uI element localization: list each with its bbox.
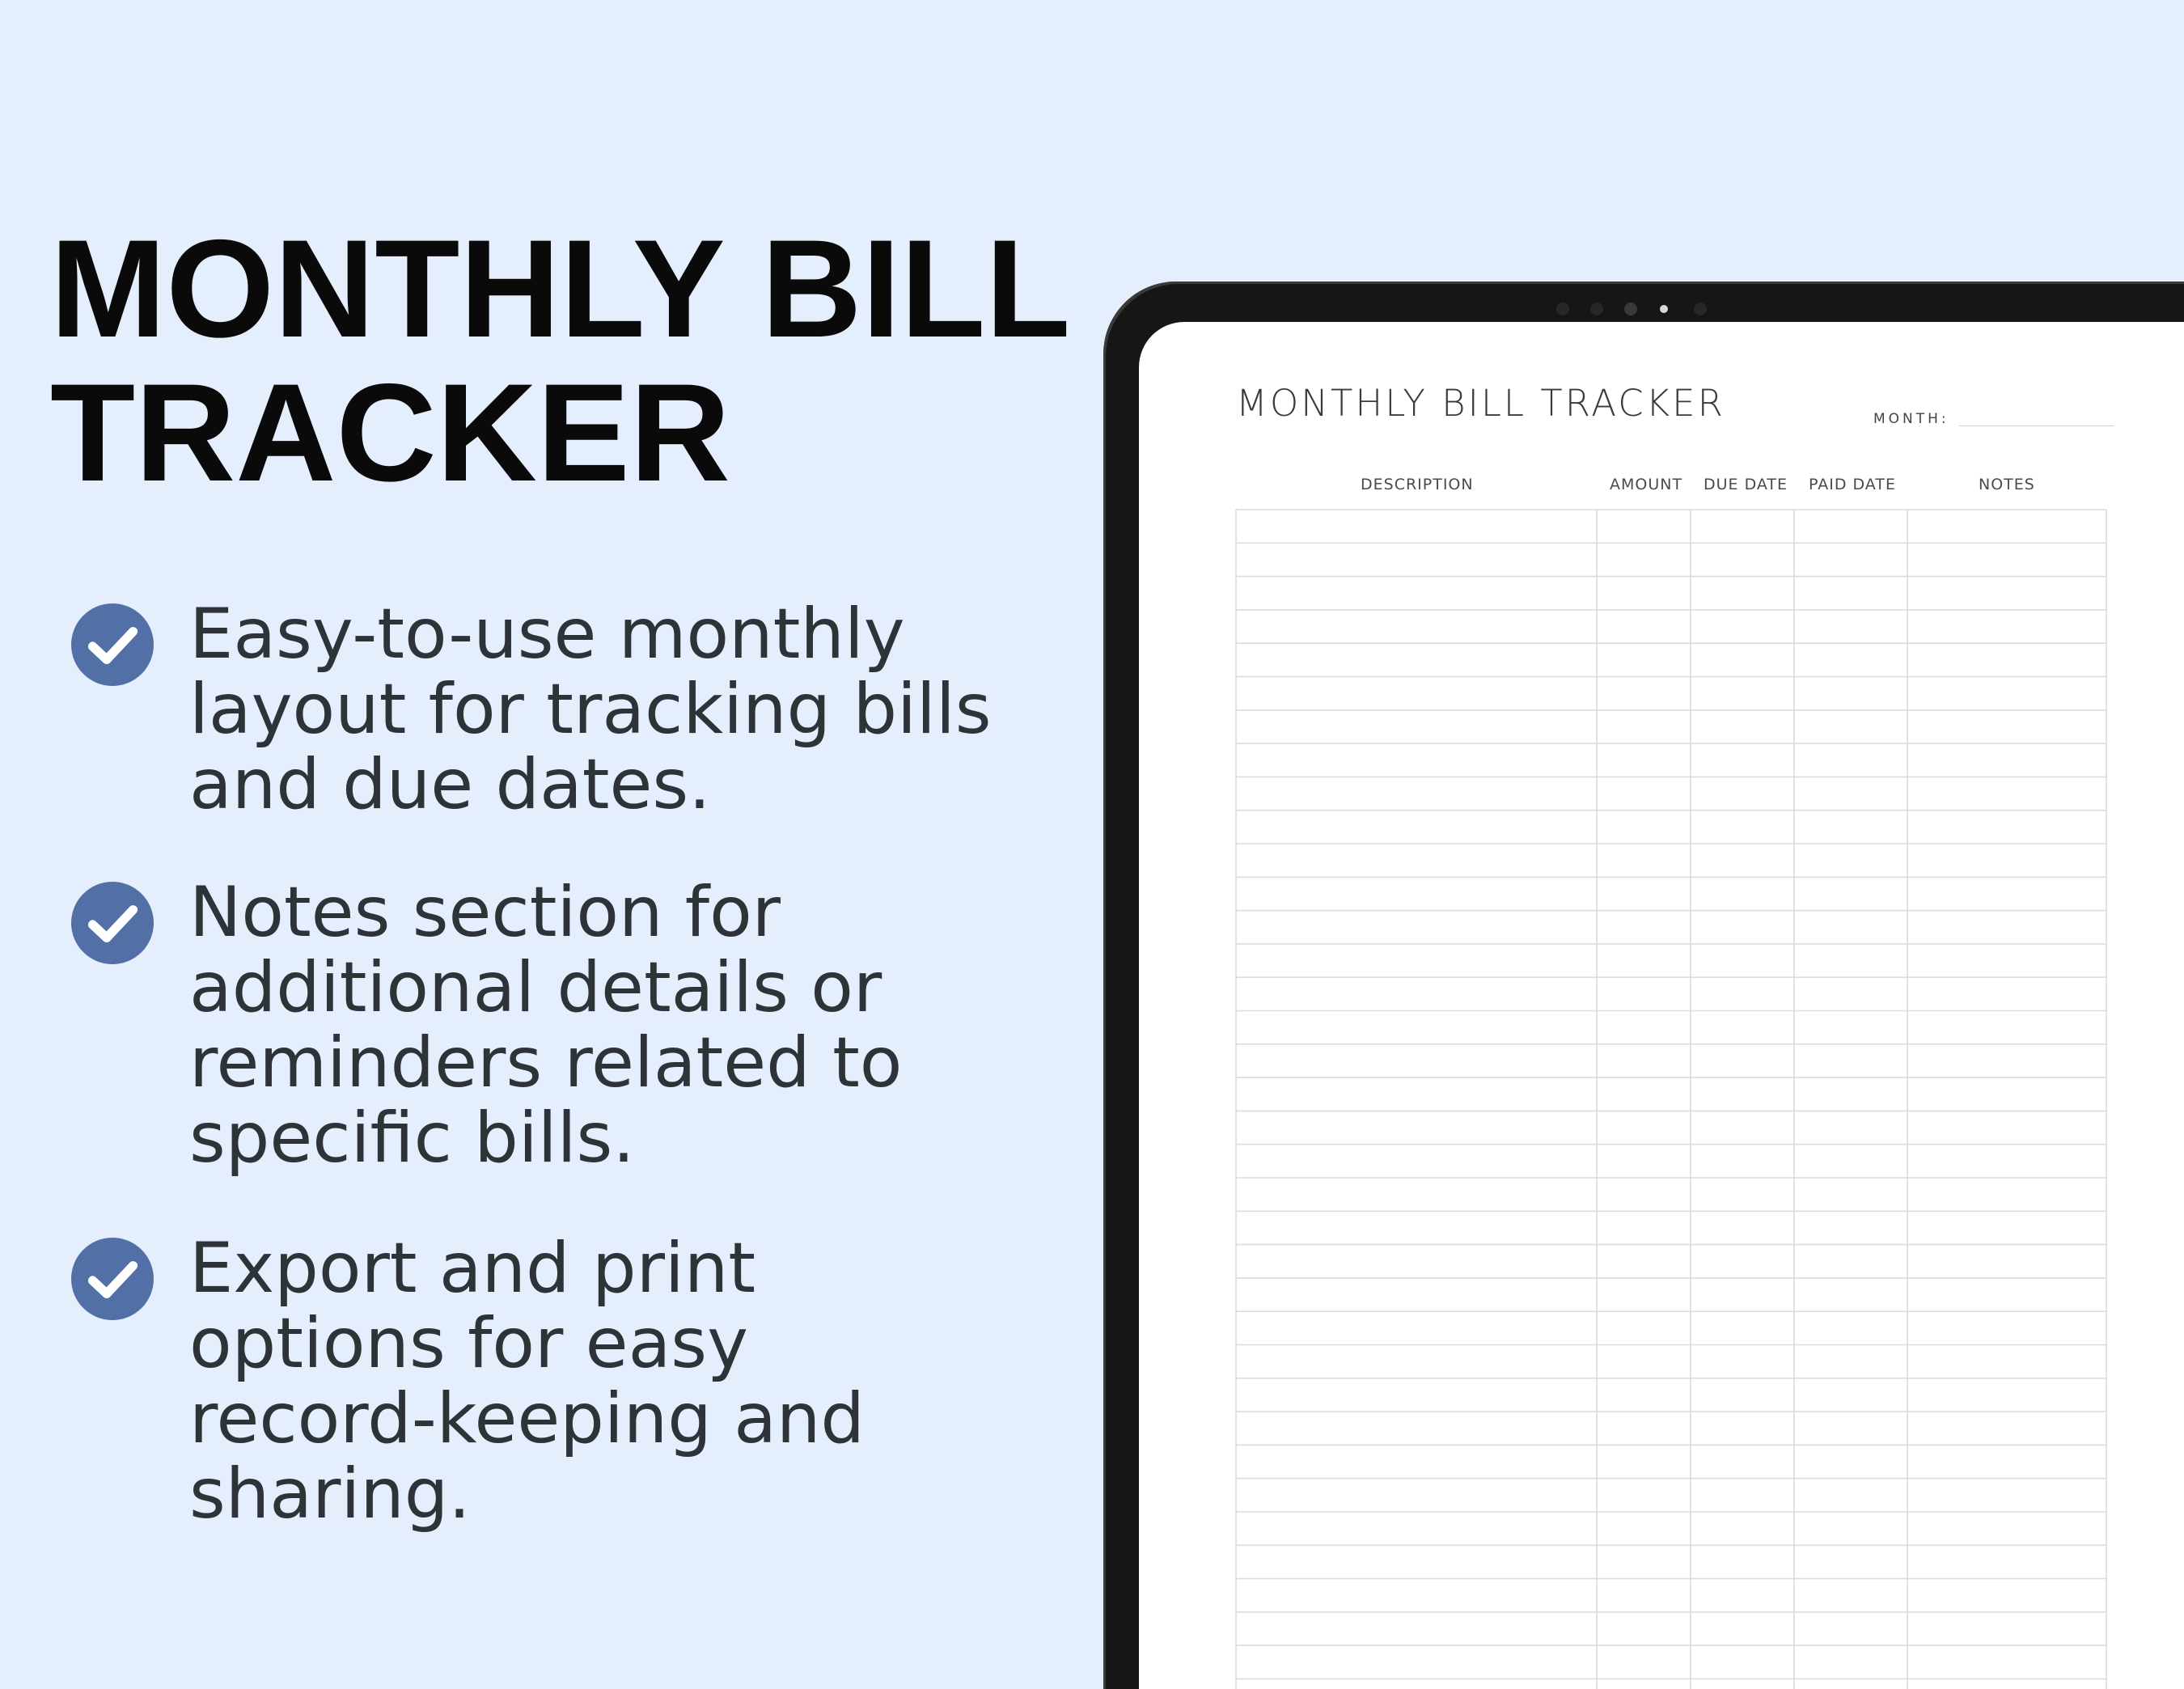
feature-text bbox=[189, 872, 1066, 1179]
feature-text bbox=[189, 594, 1066, 825]
feature-item-notes bbox=[71, 872, 1066, 1179]
tablet-screen bbox=[1139, 322, 2184, 1689]
check-circle-icon bbox=[71, 1238, 154, 1320]
feature-1-line-3: and due dates. bbox=[189, 744, 711, 825]
tablet-device bbox=[1103, 282, 2184, 1689]
tracker-grid[interactable] bbox=[1139, 322, 2184, 1689]
page-headline bbox=[50, 211, 1071, 510]
feature-item-layout bbox=[71, 594, 1066, 825]
month-label: MONTH: bbox=[1873, 411, 1949, 427]
sensor-dot bbox=[1556, 303, 1569, 315]
column-header-amount: AMOUNT bbox=[1610, 476, 1683, 493]
check-circle-icon bbox=[71, 603, 154, 686]
column-header-description: DESCRIPTION bbox=[1361, 476, 1474, 493]
feature-text bbox=[189, 1228, 1066, 1534]
column-header-paid-date: PAID DATE bbox=[1809, 476, 1896, 493]
feature-3-line-1: Export and print bbox=[189, 1228, 756, 1309]
camera-indicator-dot bbox=[1660, 305, 1668, 313]
column-header-due-date: DUE DATE bbox=[1704, 476, 1788, 493]
feature-3-line-2: options for easy bbox=[189, 1303, 748, 1384]
feature-1-line-1: Easy-to-use monthly bbox=[189, 594, 905, 675]
camera-lens-icon bbox=[1624, 303, 1637, 315]
tracker-title: MONTHLY BILL TRACKER bbox=[1236, 382, 1725, 425]
sensor-dot bbox=[1590, 303, 1603, 315]
feature-2-line-1: Notes section for bbox=[189, 872, 781, 953]
feature-3-line-3: record-keeping and bbox=[189, 1378, 866, 1459]
feature-1-line-2: layout for tracking bills bbox=[189, 669, 992, 750]
headline-line-1: MONTHLY BILL bbox=[50, 211, 1071, 366]
sensor-dot bbox=[1694, 303, 1707, 315]
camera-bar bbox=[1556, 298, 1799, 315]
column-header-notes: NOTES bbox=[1979, 476, 2035, 493]
headline-line-2: TRACKER bbox=[50, 355, 730, 510]
feature-item-export bbox=[71, 1228, 1066, 1534]
feature-2-line-4: specific bills. bbox=[189, 1098, 635, 1179]
feature-2-line-2: additional details or bbox=[189, 947, 882, 1028]
check-circle-icon bbox=[71, 882, 154, 964]
feature-3-line-4: sharing. bbox=[189, 1454, 471, 1534]
feature-2-line-3: reminders related to bbox=[189, 1022, 903, 1103]
